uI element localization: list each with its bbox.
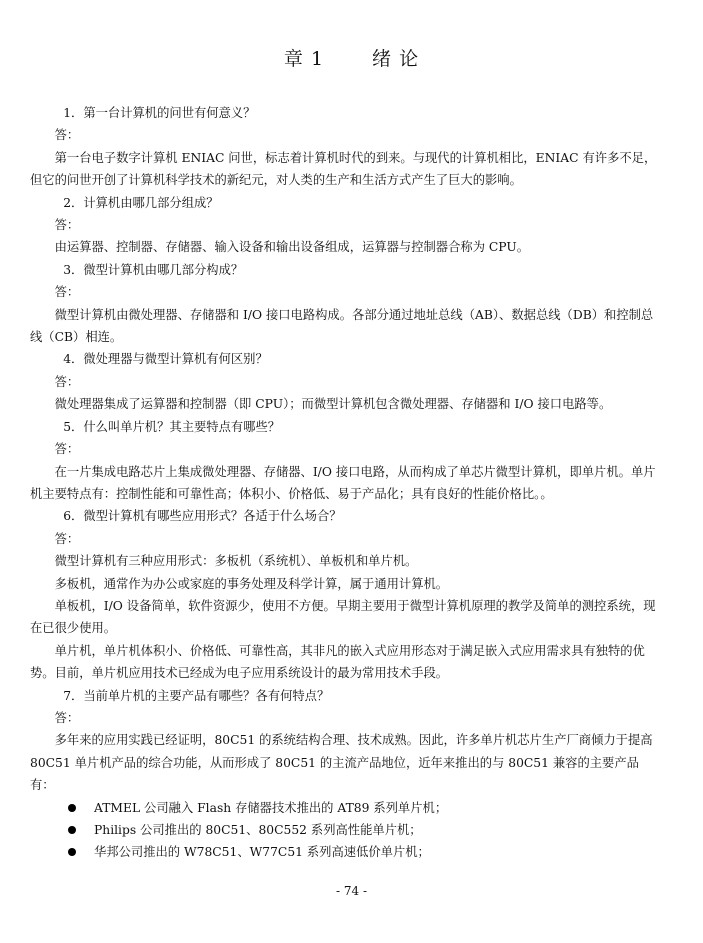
chapter-title — [0, 44, 703, 71]
question: 6．微型计算机有哪些应用形式？各适于什么场合？ — [63, 509, 342, 524]
bullet-item — [30, 797, 662, 819]
answer-label: 答： — [54, 285, 80, 300]
bullet-item — [30, 841, 662, 863]
answer-label: 答： — [54, 531, 80, 546]
question: 1．第一台计算机的问世有何意义？ — [63, 106, 256, 120]
chapter-name: 绪 论 — [372, 48, 420, 70]
paragraph-list — [30, 102, 662, 797]
answer-label: 答： — [54, 710, 80, 725]
question: 5．什么叫单片机？其主要特点有哪些？ — [63, 419, 281, 434]
bullet-text: 华邦公司推出的 W78C51、W77C51 系列高速低价单片机； — [94, 845, 430, 860]
paragraph: 微处理器集成了运算器和控制器（即 CPU）；而微型计算机包含微处理器、存储器和 I/O 接口电路等。 — [54, 397, 612, 412]
answer-label: 答： — [54, 218, 80, 233]
answer-label: 答： — [54, 374, 80, 389]
bullet-dot-icon — [68, 804, 76, 812]
page-number: - 74 - — [335, 884, 367, 898]
question: 4．微处理器与微型计算机有何区别？ — [63, 352, 268, 367]
paragraph: 单片机，单片机体积小、价格低、可靠性高，其非凡的嵌入式应用形态对于满足嵌入式应用需求具有独特的优势。目前，单片机应用技术已经成为电子应用系统设计的最为常用技术手段。 — [30, 643, 645, 681]
question: 7．当前单片机的主要产品有哪些？各有何特点？ — [63, 688, 330, 703]
bullet-text: Philips 公司推出的 80C51、80C552 系列高性能单片机； — [94, 823, 422, 837]
paragraph: 微型计算机由微处理器、存储器和 I/O 接口电路构成。各部分通过地址总线（AB）、数据总线（DB）和控制总线（CB）相连。 — [30, 307, 654, 345]
paragraph: 多年来的应用实践已经证明，80C51 的系统结构合理、技术成熟。因此，许多单片机芯片生产厂商倾力于提高 80C51 单片机产品的综合功能，从而形成了 80C51 的主流产品地位，近年来推出的与 80C51 兼容的主要产品有： — [30, 733, 653, 793]
question: 3．微型计算机由哪几部分构成？ — [63, 262, 244, 277]
paragraph: 单板机，I/O 设备简单，软件资源少，使用不方便。早期主要用于微型计算机原理的教学及简单的测控系统，现在已很少使用。 — [30, 598, 656, 636]
bullet-dot-icon — [68, 848, 76, 856]
bullet-dot-icon — [68, 826, 76, 834]
paragraph: 第一台电子数字计算机 ENIAC 问世，标志着计算机时代的到来。与现代的计算机相比，ENIAC 有许多不足，但它的问世开创了计算机科学技术的新纪元，对人类的生产和生活方式产生了巨大的影响。 — [30, 150, 657, 188]
paragraph: 在一片集成电路芯片上集成微处理器、存储器、I/O 接口电路，从而构成了单芯片微型计算机，即单片机。单片机主要特点有：控制性能和可靠性高；体积小、价格低、易于产品化；具有良好的性能价格比。。 — [30, 464, 656, 501]
bullet-list — [30, 797, 662, 864]
bullet-text: ATMEL 公司融入 Flash 存储器技术推出的 AT89 系列单片机； — [94, 800, 448, 815]
answer-label: 答： — [54, 442, 80, 457]
body-text — [30, 102, 662, 864]
paragraph: 由运算器、控制器、存储器、输入设备和输出设备组成，运算器与控制器合称为 CPU。 — [54, 240, 530, 255]
paragraph: 微型计算机有三种应用形式：多板机（系统机）、单板机和单片机。 — [54, 554, 418, 569]
bullet-item — [30, 819, 662, 841]
chapter-number: 章 1 — [283, 48, 325, 70]
answer-label: 答： — [54, 128, 80, 143]
question: 2．计算机由哪几部分组成？ — [63, 195, 219, 210]
paragraph: 多板机，通常作为办公或家庭的事务处理及科学计算，属于通用计算机。 — [54, 576, 449, 591]
